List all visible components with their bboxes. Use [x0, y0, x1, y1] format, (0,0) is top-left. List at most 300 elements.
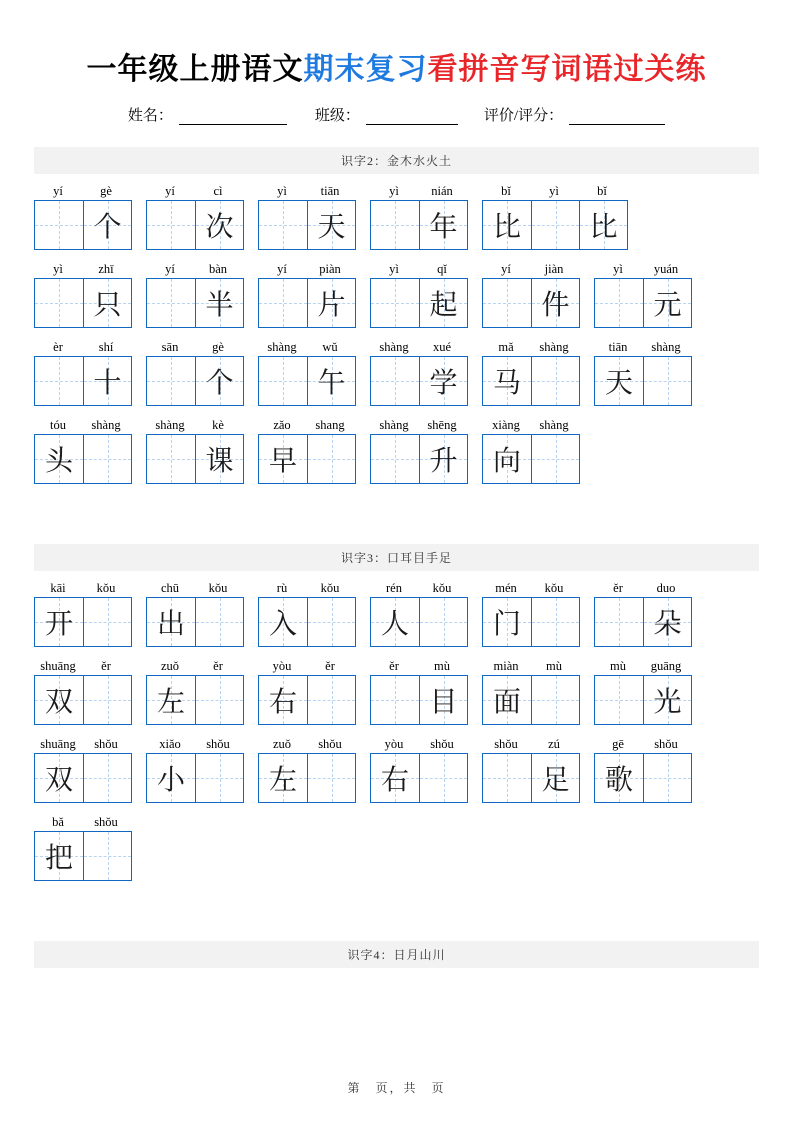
grid-cell[interactable]	[419, 598, 467, 646]
word-item	[34, 815, 132, 881]
grid-cell[interactable]	[147, 435, 195, 483]
pinyin: gè	[212, 340, 224, 354]
word-item	[34, 581, 132, 647]
grid-cell[interactable]	[595, 754, 643, 802]
word-item	[482, 184, 628, 250]
tianzige-grid	[594, 753, 692, 803]
pinyin-line	[34, 737, 132, 751]
grid-cell[interactable]	[307, 754, 355, 802]
word-row	[34, 262, 759, 328]
word-item	[370, 262, 468, 328]
cell-char: 歌	[604, 765, 633, 796]
word-item	[594, 581, 692, 647]
grid-cell[interactable]	[259, 357, 307, 405]
cell-char: 小	[156, 765, 185, 796]
grid-cell[interactable]	[35, 598, 83, 646]
cell-char: 左	[268, 765, 297, 796]
score-field[interactable]	[569, 109, 665, 125]
pinyin: shuāng	[40, 737, 76, 751]
pinyin-line	[146, 418, 244, 432]
pinyin-line	[482, 340, 580, 354]
grid-cell[interactable]	[147, 357, 195, 405]
pinyin: yòu	[384, 737, 404, 751]
word-item	[482, 659, 580, 725]
pinyin: kǒu	[544, 581, 564, 595]
pinyin: shàng	[91, 418, 121, 432]
pinyin: guāng	[650, 659, 682, 673]
grid-cell[interactable]	[643, 598, 691, 646]
tianzige-grid	[370, 278, 468, 328]
grid-cell[interactable]	[531, 676, 579, 724]
cell-char: 起	[429, 290, 458, 321]
cell-char: 十	[93, 368, 122, 399]
pinyin: shàng	[267, 340, 297, 354]
grid-cell[interactable]	[371, 279, 419, 327]
pinyin: xué	[432, 340, 452, 354]
page-footer: 第 页，共 页	[347, 1081, 446, 1095]
grid-cell[interactable]	[83, 435, 131, 483]
pinyin-line	[370, 418, 468, 432]
pinyin: shuāng	[40, 659, 76, 673]
pinyin-line	[258, 184, 356, 198]
pinyin: mù	[610, 659, 626, 673]
tianzige-grid	[594, 278, 692, 328]
word-item	[482, 581, 580, 647]
section-heading-2: 识字3：口耳目手足	[34, 544, 759, 571]
pinyin: shàng	[379, 418, 409, 432]
grid-cell[interactable]	[307, 201, 355, 249]
cell-char: 光	[653, 687, 682, 718]
pinyin: tóu	[50, 418, 66, 432]
word-item	[482, 737, 580, 803]
grid-cell[interactable]	[419, 279, 467, 327]
cell-char: 向	[492, 446, 521, 477]
grid-cell[interactable]	[83, 832, 131, 880]
pinyin: yì	[277, 184, 287, 198]
cell-char: 右	[380, 765, 409, 796]
pinyin: yòu	[272, 659, 292, 673]
cell-char: 出	[156, 609, 185, 640]
cell-char: 早	[268, 446, 297, 477]
grid-cell[interactable]	[371, 676, 419, 724]
grid-cell[interactable]	[83, 598, 131, 646]
pinyin-line	[370, 340, 468, 354]
grid-cell[interactable]	[483, 279, 531, 327]
cell-char: 左	[156, 687, 185, 718]
grid-cell[interactable]	[195, 598, 243, 646]
title-part-2: 期末复习	[303, 53, 428, 86]
tianzige-grid	[258, 278, 356, 328]
pinyin: yì	[613, 262, 623, 276]
grid-cell[interactable]	[371, 357, 419, 405]
pinyin-line	[370, 184, 468, 198]
word-item	[370, 418, 468, 484]
word-item	[482, 262, 580, 328]
grid-cell[interactable]	[595, 357, 643, 405]
pinyin-line	[594, 581, 692, 595]
pinyin: mù	[546, 659, 562, 673]
grid-cell[interactable]	[643, 754, 691, 802]
tianzige-grid	[594, 597, 692, 647]
tianzige-grid	[146, 278, 244, 328]
grid-cell[interactable]	[35, 435, 83, 483]
pinyin: bǐ	[597, 184, 607, 198]
tianzige-grid	[146, 753, 244, 803]
pinyin: gè	[100, 184, 112, 198]
word-item	[370, 184, 468, 250]
tianzige-grid	[146, 675, 244, 725]
cell-char: 比	[589, 212, 618, 243]
word-row	[34, 581, 759, 647]
grid-cell[interactable]	[371, 754, 419, 802]
grid-cell[interactable]	[195, 754, 243, 802]
grid-cell[interactable]	[147, 598, 195, 646]
word-item	[146, 340, 244, 406]
grid-cell[interactable]	[483, 357, 531, 405]
word-item	[258, 184, 356, 250]
cell-char: 双	[44, 765, 73, 796]
pinyin-line	[594, 340, 692, 354]
class-label: 班级：	[314, 108, 360, 124]
grid-cell[interactable]	[83, 201, 131, 249]
cell-char: 把	[44, 843, 73, 874]
grid-cell[interactable]	[579, 201, 627, 249]
tianzige-grid	[482, 278, 580, 328]
cell-char: 双	[44, 687, 73, 718]
pinyin: nián	[431, 184, 453, 198]
pinyin: chū	[160, 581, 180, 595]
pinyin: mǎ	[498, 340, 514, 354]
word-item	[370, 340, 468, 406]
grid-cell[interactable]	[531, 357, 579, 405]
pinyin: jiàn	[544, 262, 564, 276]
tianzige-grid	[34, 753, 132, 803]
word-item	[34, 262, 132, 328]
pinyin: bàn	[208, 262, 228, 276]
title-part-3: 看拼音写词语过关练	[427, 53, 707, 86]
pinyin: ěr	[389, 659, 399, 673]
page-title	[34, 44, 759, 88]
pinyin: shàng	[379, 340, 409, 354]
pinyin: kǒu	[320, 581, 340, 595]
word-item	[146, 184, 244, 250]
pinyin: xiǎo	[159, 737, 181, 751]
grid-cell[interactable]	[595, 279, 643, 327]
pinyin: yì	[549, 184, 559, 198]
pinyin: èr	[53, 340, 63, 354]
tianzige-grid	[34, 597, 132, 647]
pinyin: ěr	[325, 659, 335, 673]
cell-char: 比	[492, 212, 521, 243]
tianzige-grid	[482, 434, 580, 484]
grid-cell[interactable]	[531, 279, 579, 327]
grid-cell[interactable]	[643, 676, 691, 724]
pinyin: zú	[548, 737, 560, 751]
pinyin: kǒu	[208, 581, 228, 595]
pinyin: kè	[212, 418, 224, 432]
pinyin: zhī	[98, 262, 114, 276]
word-item	[482, 340, 580, 406]
word-item	[594, 262, 692, 328]
pinyin-line	[482, 184, 628, 198]
word-item	[594, 737, 692, 803]
grid-cell[interactable]	[195, 435, 243, 483]
cell-char: 学	[429, 368, 458, 399]
cell-char: 目	[429, 687, 458, 718]
grid-cell[interactable]	[643, 279, 691, 327]
score-label: 评价/评分：	[483, 108, 564, 124]
pinyin-line	[258, 262, 356, 276]
word-row	[34, 340, 759, 406]
pinyin: shǒu	[206, 737, 230, 751]
pinyin: yì	[53, 262, 63, 276]
word-item	[34, 340, 132, 406]
pinyin: kǒu	[432, 581, 452, 595]
pinyin: wǔ	[322, 340, 338, 354]
tianzige-grid	[370, 200, 468, 250]
grid-cell[interactable]	[307, 279, 355, 327]
cell-char: 升	[429, 446, 458, 477]
word-item	[146, 262, 244, 328]
grid-cell[interactable]	[35, 676, 83, 724]
word-row	[34, 737, 759, 803]
pinyin: shang	[315, 418, 345, 432]
pinyin: bǐ	[501, 184, 511, 198]
grid-cell[interactable]	[259, 201, 307, 249]
word-row	[34, 418, 759, 484]
name-field[interactable]	[179, 109, 287, 125]
tianzige-grid	[482, 753, 580, 803]
grid-cell[interactable]	[371, 598, 419, 646]
pinyin: zuǒ	[160, 659, 180, 673]
grid-cell[interactable]	[83, 754, 131, 802]
grid-cell[interactable]	[35, 357, 83, 405]
grid-cell[interactable]	[531, 754, 579, 802]
tianzige-grid	[594, 675, 692, 725]
tianzige-grid	[258, 675, 356, 725]
grid-cell[interactable]	[595, 598, 643, 646]
pinyin: shǒu	[94, 737, 118, 751]
title-part-1: 一年级上册语文	[86, 53, 304, 86]
pinyin: shàng	[539, 418, 569, 432]
cell-char: 次	[205, 212, 234, 243]
pinyin: mù	[434, 659, 450, 673]
cell-char: 右	[268, 687, 297, 718]
grid-cell[interactable]	[147, 201, 195, 249]
word-item	[482, 418, 580, 484]
pinyin-line	[482, 581, 580, 595]
grid-cell[interactable]	[195, 357, 243, 405]
tianzige-grid	[146, 434, 244, 484]
pinyin-line	[34, 418, 132, 432]
pinyin: miàn	[493, 659, 519, 673]
grid-cell[interactable]	[147, 676, 195, 724]
grid-cell[interactable]	[35, 201, 83, 249]
pinyin: shí	[98, 340, 114, 354]
pinyin-line	[370, 581, 468, 595]
word-item	[34, 659, 132, 725]
grid-cell[interactable]	[259, 435, 307, 483]
cell-char: 课	[205, 446, 234, 477]
pinyin-line	[370, 659, 468, 673]
pinyin: gē	[612, 737, 624, 751]
pinyin: bǎ	[52, 815, 64, 829]
pinyin: shǒu	[654, 737, 678, 751]
grid-cell[interactable]	[307, 357, 355, 405]
pinyin-line	[594, 262, 692, 276]
pinyin-line	[258, 659, 356, 673]
word-item	[370, 737, 468, 803]
grid-cell[interactable]	[419, 435, 467, 483]
word-item	[258, 418, 356, 484]
pinyin: qǐ	[437, 262, 447, 276]
pinyin: shǒu	[94, 815, 118, 829]
grid-cell[interactable]	[83, 279, 131, 327]
pinyin: tiān	[608, 340, 628, 354]
word-row	[34, 184, 759, 250]
grid-cell[interactable]	[643, 357, 691, 405]
class-field[interactable]	[366, 109, 458, 125]
cell-char: 门	[492, 609, 521, 640]
cell-char: 片	[317, 290, 346, 321]
tianzige-grid	[482, 200, 628, 250]
pinyin: yí	[501, 262, 511, 276]
pinyin: mén	[495, 581, 517, 595]
grid-cell[interactable]	[419, 201, 467, 249]
cell-char: 头	[44, 446, 73, 477]
grid-cell[interactable]	[595, 676, 643, 724]
grid-cell[interactable]	[35, 754, 83, 802]
grid-cell[interactable]	[483, 676, 531, 724]
pinyin-line	[594, 659, 692, 673]
pinyin-line	[34, 815, 132, 829]
grid-cell[interactable]	[259, 676, 307, 724]
grid-cell[interactable]	[259, 279, 307, 327]
grid-cell[interactable]	[483, 435, 531, 483]
tianzige-grid	[34, 278, 132, 328]
grid-cell[interactable]	[307, 676, 355, 724]
grid-cell[interactable]	[483, 754, 531, 802]
pinyin-line	[34, 340, 132, 354]
cell-char: 面	[492, 687, 521, 718]
grid-cell[interactable]	[195, 279, 243, 327]
word-item	[258, 340, 356, 406]
grid-cell[interactable]	[531, 201, 579, 249]
cell-char: 朵	[653, 609, 682, 640]
pinyin: shàng	[539, 340, 569, 354]
grid-cell[interactable]	[35, 279, 83, 327]
pinyin: yuán	[653, 262, 679, 276]
pinyin: rén	[386, 581, 402, 595]
pinyin: zǎo	[273, 418, 291, 432]
pinyin: yí	[277, 262, 287, 276]
grid-cell[interactable]	[195, 201, 243, 249]
tianzige-grid	[258, 753, 356, 803]
pinyin: ěr	[213, 659, 223, 673]
pinyin-line	[146, 581, 244, 595]
grid-cell[interactable]	[147, 279, 195, 327]
cell-char: 半	[205, 290, 234, 321]
pinyin: shǒu	[494, 737, 518, 751]
grid-cell[interactable]	[83, 676, 131, 724]
tianzige-grid	[146, 356, 244, 406]
cell-char: 入	[268, 609, 297, 640]
grid-cell[interactable]	[307, 598, 355, 646]
pinyin: yì	[389, 262, 399, 276]
tianzige-grid	[258, 434, 356, 484]
pinyin-line	[34, 659, 132, 673]
pinyin-line	[146, 262, 244, 276]
cell-char: 足	[541, 765, 570, 796]
tianzige-grid	[34, 200, 132, 250]
pinyin: piàn	[319, 262, 341, 276]
pinyin: yí	[53, 184, 63, 198]
grid-cell[interactable]	[419, 676, 467, 724]
cell-char: 天	[317, 212, 346, 243]
grid-cell[interactable]	[147, 754, 195, 802]
grid-cell[interactable]	[83, 357, 131, 405]
grid-cell[interactable]	[307, 435, 355, 483]
word-item	[258, 737, 356, 803]
tianzige-grid	[370, 356, 468, 406]
word-item	[258, 659, 356, 725]
tianzige-grid	[34, 831, 132, 881]
grid-cell[interactable]	[483, 201, 531, 249]
pinyin: ěr	[613, 581, 623, 595]
grid-cell[interactable]	[531, 598, 579, 646]
cell-char: 午	[317, 368, 346, 399]
grid-cell[interactable]	[483, 598, 531, 646]
tianzige-grid	[482, 597, 580, 647]
grid-cell[interactable]	[371, 201, 419, 249]
grid-cell[interactable]	[419, 357, 467, 405]
tianzige-grid	[34, 356, 132, 406]
pinyin: rù	[276, 581, 288, 595]
grid-cell[interactable]	[531, 435, 579, 483]
pinyin-line	[482, 659, 580, 673]
pinyin: cì	[213, 184, 223, 198]
pinyin-line	[146, 659, 244, 673]
cell-char: 马	[492, 368, 521, 399]
word-item	[258, 581, 356, 647]
grid-cell[interactable]	[35, 832, 83, 880]
pinyin: shǒu	[318, 737, 342, 751]
pinyin-line	[258, 737, 356, 751]
pinyin: ěr	[101, 659, 111, 673]
grid-cell[interactable]	[419, 754, 467, 802]
tianzige-grid	[370, 597, 468, 647]
word-row	[34, 659, 759, 725]
grid-cell[interactable]	[259, 754, 307, 802]
pinyin: xiàng	[492, 418, 520, 432]
pinyin-line	[482, 262, 580, 276]
cell-char: 只	[93, 290, 122, 321]
word-item	[146, 418, 244, 484]
grid-cell[interactable]	[259, 598, 307, 646]
student-info-line	[34, 104, 759, 125]
word-item	[370, 659, 468, 725]
pinyin-line	[34, 184, 132, 198]
tianzige-grid	[482, 675, 580, 725]
section-heading-1: 识字2：金木水火土	[34, 147, 759, 174]
grid-cell[interactable]	[371, 435, 419, 483]
pinyin-line	[258, 418, 356, 432]
word-item	[146, 659, 244, 725]
tianzige-grid	[594, 356, 692, 406]
pinyin-line	[258, 340, 356, 354]
grid-cell[interactable]	[195, 676, 243, 724]
section-heading-3: 识字4：日月山川	[34, 941, 759, 968]
